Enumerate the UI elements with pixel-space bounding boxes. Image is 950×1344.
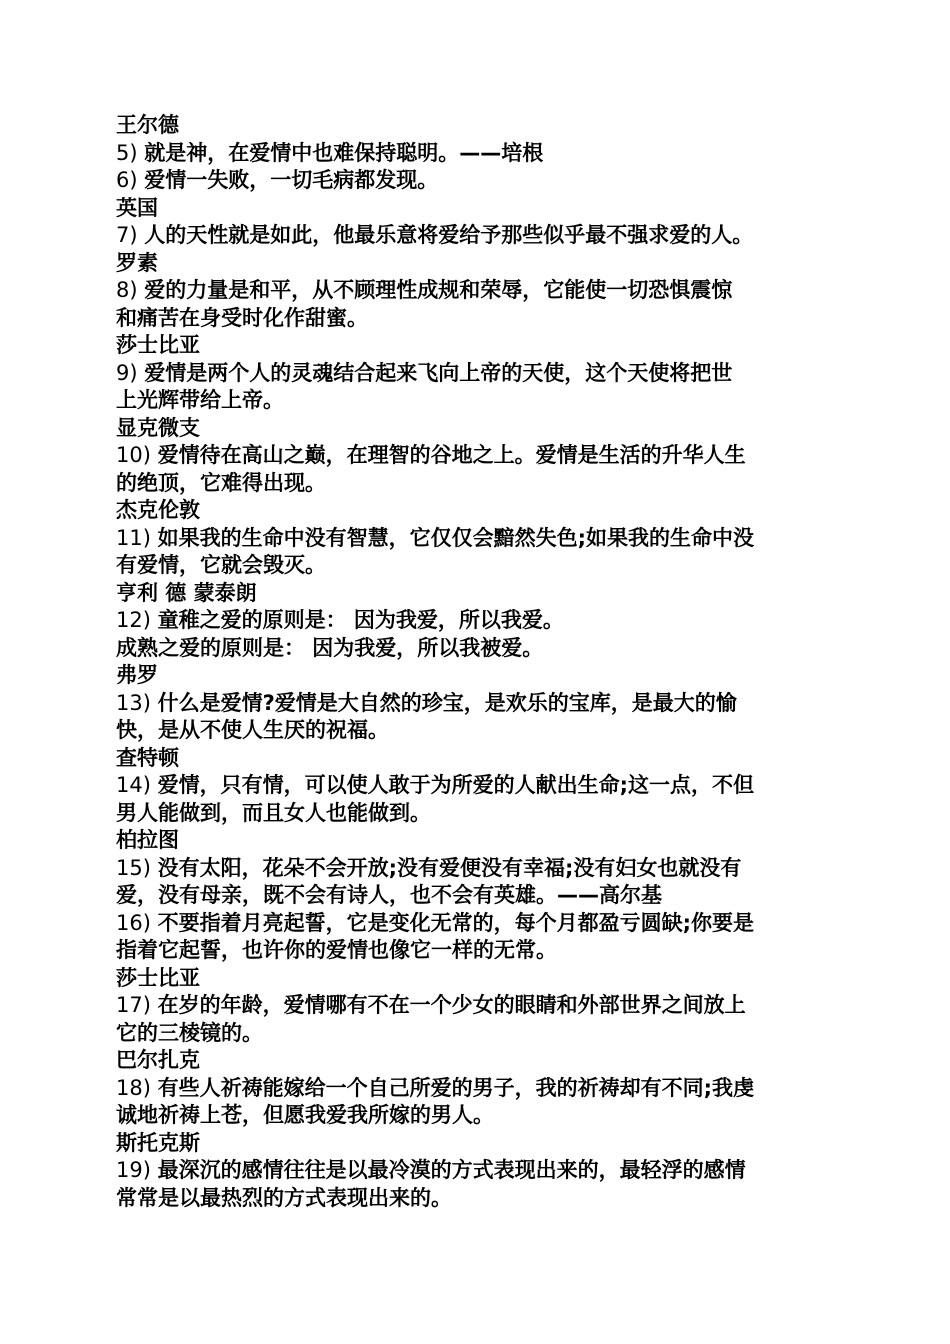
line-text: 爱，没有母亲，既不会有诗人，也不会有英雄。——高尔基 [116,883,662,907]
line-text: 柏拉图 [116,828,179,852]
line-text: 人的天性就是如此，他最乐意将爱给予那些似乎最不强求爱的人。 [144,223,754,247]
quote-number: 5) [116,140,145,165]
text-line [116,580,846,608]
line-text: 杰克伦敦 [116,498,200,522]
quote-number: 6) [116,168,145,192]
line-text: 上光辉带给上帝。 [116,388,284,412]
text-line [116,937,846,965]
line-text: 指着它起誓，也许你的爱情也像它一样的无常。 [116,938,557,962]
line-text: 莎士比亚 [116,333,200,357]
text-line [116,607,846,635]
text-line [116,552,846,580]
text-line [116,717,846,745]
text-line [116,662,846,690]
text-line [116,250,846,278]
line-text: 罗素 [116,250,158,275]
text-line [116,1157,846,1185]
text-line [116,800,846,828]
line-text: 巴尔扎克 [116,1048,200,1072]
text-line [116,690,846,718]
text-line [116,415,846,443]
line-text: 查特顿 [116,745,179,770]
text-line [116,965,846,993]
text-line [116,387,846,415]
text-line [116,222,846,250]
text-line [116,745,846,773]
document-page [116,112,846,1212]
text-line [116,470,846,498]
text-line [116,360,846,388]
line-text: 有爱情，它就会毁灭。 [116,553,326,577]
text-line [116,1047,846,1075]
quote-number: 19) [116,1158,158,1182]
line-text: 爱情一失败，一切毛病都发现。 [144,168,439,192]
line-text: 男人能做到，而且女人也能做到。 [116,800,431,825]
line-text: 斯托克斯 [116,1130,200,1155]
text-line [116,497,846,525]
line-text: 和痛苦在身受时化作甜蜜。 [116,305,368,330]
text-line [116,910,846,938]
line-text: 它的三棱镜的。 [116,1020,263,1045]
text-line [116,112,846,140]
text-line [116,855,846,883]
text-line [116,1102,846,1130]
line-text: 王尔德 [116,113,179,137]
line-text: 爱情是两个人的灵魂结合起来飞向上帝的天使，这个天使将把世 [144,360,733,385]
text-line [116,167,846,195]
text-line [116,1020,846,1048]
line-text: 成熟之爱的原则是： 因为我爱，所以我被爱。 [116,635,544,660]
text-line [116,827,846,855]
quote-number: 18) [116,1075,158,1100]
line-text: 爱的力量是和平，从不顾理性成规和荣辱，它能使一切恐惧震惊 [144,278,733,302]
line-text: 不要指着月亮起誓，它是变化无常的，每个月都盈亏圆缺;你要是 [157,910,754,935]
line-text: 的绝顶，它难得出现。 [116,470,326,495]
line-text: 有些人祈祷能嫁给一个自己所爱的男子，我的祈祷却有不同;我虔 [157,1075,754,1100]
text-line [116,140,846,168]
text-line [116,525,846,553]
text-line [116,332,846,360]
text-line [116,992,846,1020]
line-text: 常常是以最热烈的方式表现出来的。 [116,1185,452,1210]
line-text: 显克微支 [116,415,200,440]
quote-number: 9) [116,360,145,385]
line-text: 弗罗 [116,663,158,687]
text-line [116,635,846,663]
quote-number: 17) [116,993,158,1017]
quote-number: 14) [116,773,158,797]
text-line [116,195,846,223]
quote-number: 15) [116,855,158,880]
text-line [116,1130,846,1158]
line-text: 英国 [116,195,158,220]
text-line [116,1075,846,1103]
line-text: 在岁的年龄，爱情哪有不在一个少女的眼睛和外部世界之间放上 [157,993,746,1017]
line-text: 童稚之爱的原则是： 因为我爱，所以我爱。 [157,608,564,632]
quote-number: 7) [116,223,145,247]
quote-number: 16) [116,910,158,935]
line-text: 爱情待在高山之巅，在理智的谷地之上。爱情是生活的升华人生 [157,443,746,467]
line-text: 莎士比亚 [116,965,200,990]
line-text: 亨利 德 蒙泰朗 [116,580,257,605]
line-text: 就是神，在爱情中也难保持聪明。——培根 [144,140,544,165]
line-text: 快，是从不使人生厌的祝福。 [116,718,389,742]
line-text: 如果我的生命中没有智慧，它仅仅会黯然失色;如果我的生命中没 [157,525,754,550]
quote-number: 13) [116,690,158,715]
text-line [116,305,846,333]
text-line [116,772,846,800]
text-line [116,442,846,470]
quote-number: 8) [116,278,145,302]
quote-number: 11) [116,525,158,550]
quote-number: 10) [116,443,158,467]
line-text: 什么是爱情?爱情是大自然的珍宝，是欢乐的宝库，是最大的愉 [157,690,737,715]
text-line [116,882,846,910]
line-text: 爱情，只有情，可以使人敢于为所爱的人献出生命;这一点，不但 [157,773,754,797]
line-text: 诚地祈祷上苍，但愿我爱我所嫁的男人。 [116,1103,494,1127]
quote-number: 12) [116,608,158,632]
text-line [116,1185,846,1213]
line-text: 没有太阳，花朵不会开放;没有爱便没有幸福;没有妇女也就没有 [157,855,742,880]
line-text: 最深沉的感情往往是以最冷漠的方式表现出来的，最轻浮的感情 [157,1158,746,1182]
text-line [116,277,846,305]
